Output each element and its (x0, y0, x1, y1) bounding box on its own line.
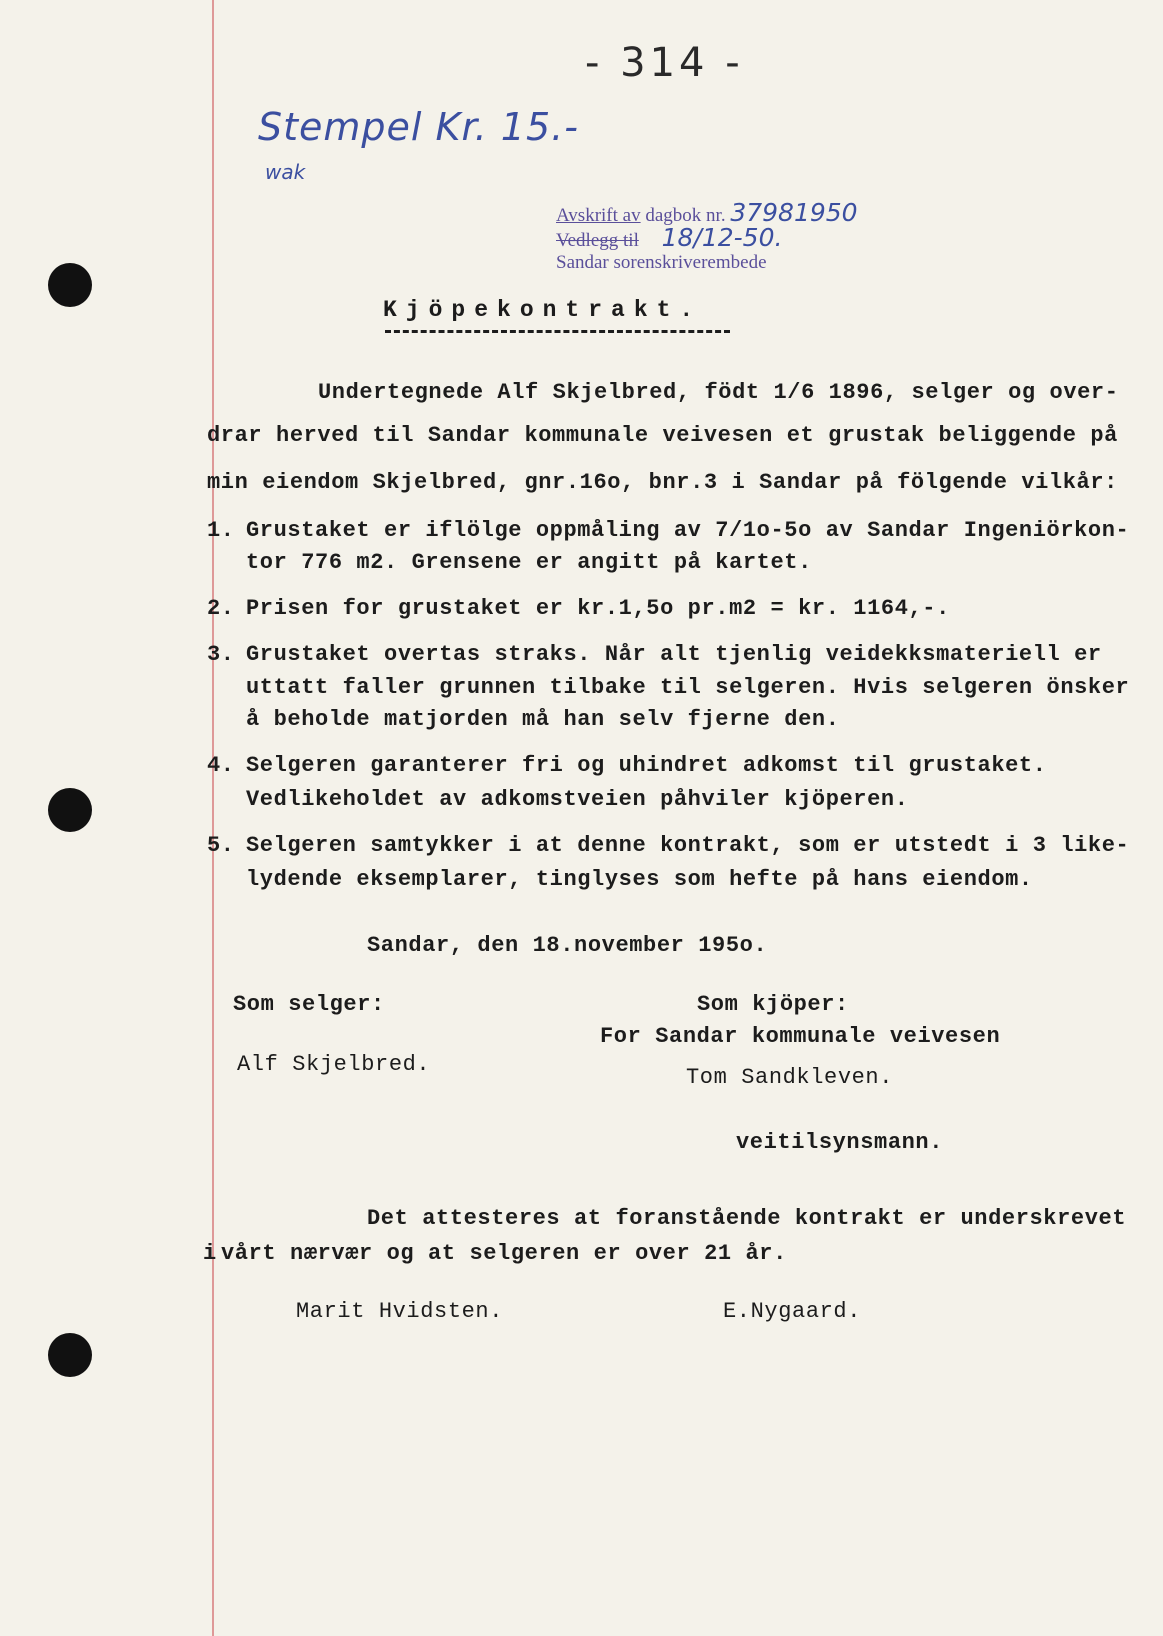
punch-hole-middle (48, 788, 92, 832)
buyer-organization: For Sandar kommunale veivesen (600, 1024, 1001, 1049)
initials: wak (265, 160, 306, 184)
clause-number: 5. (207, 833, 235, 858)
buyer-signature-name: Tom Sandkleven. (686, 1065, 894, 1090)
intro-line: min eiendom Skjelbred, gnr.16o, bnr.3 i Sandar på fölgende vilkår: (207, 470, 1118, 495)
registry-stamp (556, 198, 858, 274)
stamp-entry-number: 3798 (730, 198, 794, 227)
clause-number: 1. (207, 518, 235, 543)
clause-line: Vedlikeholdet av adkomstveien påhviler kjöperen. (246, 787, 909, 812)
witness-2: E.Nygaard. (723, 1299, 862, 1324)
clause-line: Prisen for grustaket er kr.1,5o pr.m2 = kr. 1164,-. (246, 596, 950, 621)
attestation-line: vårt nærvær og at selgeren er over 21 år. (221, 1241, 787, 1266)
clause-line: Grustaket overtas straks. Når alt tjenlig veidekksmateriell er (246, 642, 1102, 667)
clause-number: 2. (207, 596, 235, 621)
clause-number: 4. (207, 753, 235, 778)
intro-line: drar herved til Sandar kommunale veivesen et grustak beliggende på (207, 423, 1118, 448)
punch-hole-bottom (48, 1333, 92, 1377)
stamp-prefix-2: Vedlegg til (556, 230, 639, 251)
attestation-line: Det attesteres at foranstående kontrakt er underskrevet (367, 1206, 1127, 1231)
clause-line: å beholde matjorden må han selv fjerne den. (246, 707, 840, 732)
place-date: Sandar, den 18.november 195o. (367, 933, 768, 958)
stamp-year: 1950 (793, 198, 858, 227)
stamp-prefix-1: Avskrift av (556, 205, 641, 226)
stamp-date: 18/12-50. (661, 223, 783, 252)
intro-line: Undertegnede Alf Skjelbred, födt 1/6 1896, selger og over- (318, 380, 1119, 405)
title-underline (385, 330, 730, 333)
clause-line: Selgeren samtykker i at denne kontrakt, som er utstedt i 3 like- (246, 833, 1130, 858)
page-number: - 314 - (585, 40, 744, 86)
margin-line (212, 0, 214, 1636)
clause-number: 3. (207, 642, 235, 667)
clause-line: tor 776 m2. Grensene er angitt på kartet. (246, 550, 812, 575)
buyer-label: Som kjöper: (697, 992, 849, 1017)
stamp-label: dagbok nr. (645, 205, 726, 226)
stamp-office: Sandar sorenskriverembede (556, 252, 767, 273)
stamp-duty-note: Stempel Kr. 15.- (258, 105, 579, 149)
clause-line: Grustaket er iflölge oppmåling av 7/1o-5o av Sandar Ingeniörkon- (246, 518, 1130, 543)
buyer-title: veitilsynsmann. (736, 1130, 944, 1155)
punch-hole-top (48, 263, 92, 307)
clause-line: Selgeren garanterer fri og uhindret adkomst til grustaket. (246, 753, 1047, 778)
attestation-margin-mark: i (203, 1241, 217, 1266)
clause-line: lydende eksemplarer, tinglyses som hefte på hans eiendom. (246, 867, 1033, 892)
seller-signature-name: Alf Skjelbred. (237, 1052, 431, 1077)
witness-1: Marit Hvidsten. (296, 1299, 504, 1324)
document-title: Kjöpekontrakt. (383, 297, 703, 323)
clause-line: uttatt faller grunnen tilbake til selgeren. Hvis selgeren önsker (246, 675, 1130, 700)
seller-label: Som selger: (233, 992, 385, 1017)
